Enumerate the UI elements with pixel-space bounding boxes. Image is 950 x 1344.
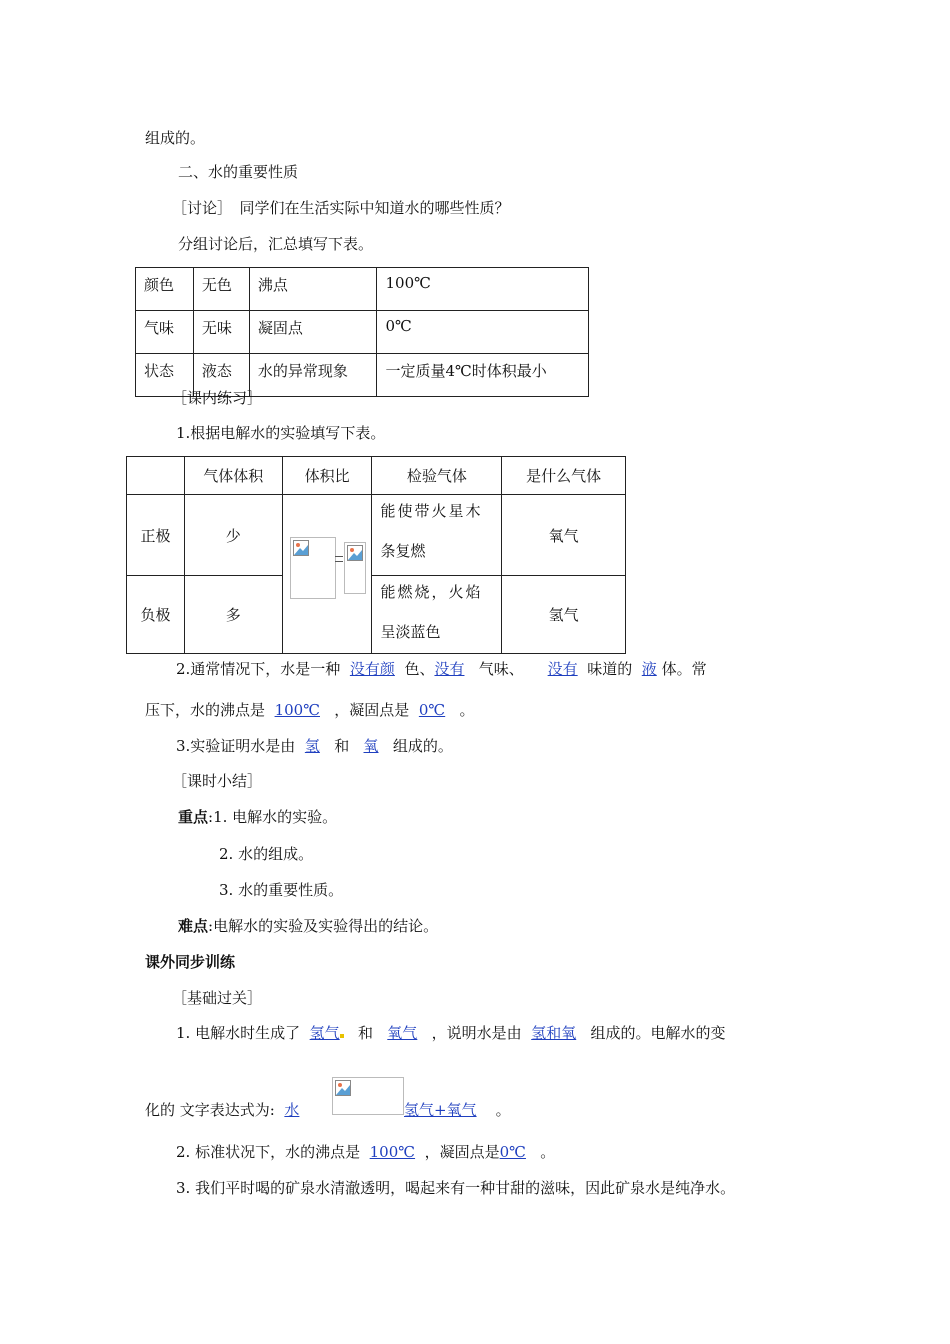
test-text-b: 条复燃 [380, 542, 426, 560]
table-header-cell [127, 457, 185, 495]
q3-text: 3.实验证明水是由 [176, 737, 296, 755]
b1-answer: 水 [284, 1101, 300, 1119]
difficulty-text: :电解水的实验及实验得出的结论。 [208, 917, 439, 935]
broken-image-icon [293, 540, 309, 556]
summary-header: ［课时小结］ [172, 772, 263, 790]
q2-text: 气味、 [478, 660, 524, 678]
table-cell: 气味 [136, 311, 194, 354]
q3-text: 组成的。 [392, 737, 453, 755]
table-cell: 无色 [193, 268, 249, 311]
table-cell: 氢气 [502, 576, 626, 654]
q2-text: 。 [459, 701, 475, 719]
q2-answer: 没有颜 [349, 660, 395, 678]
basic-question-1-line-2 [145, 1100, 299, 1120]
image-placeholder [344, 542, 366, 594]
broken-image-icon [347, 545, 363, 561]
table-header-cell: 气体体积 [184, 457, 282, 495]
table-header-cell: 是什么气体 [502, 457, 626, 495]
q3-text: 和 [334, 737, 350, 755]
question-2-line-2 [145, 700, 475, 720]
b2-text: 。 [540, 1143, 556, 1161]
table-cell: 无味 [193, 311, 249, 354]
table-cell: 一定质量4℃时体积最小 [377, 354, 589, 397]
electrolysis-table [126, 456, 626, 654]
table-cell: 颜色 [136, 268, 194, 311]
table-cell: 负极 [127, 576, 185, 654]
b1-answer: 氢气+氧气 [404, 1101, 477, 1119]
b1-answer: 氢气 [309, 1024, 340, 1042]
test-text-a: 能燃烧，火焰 [380, 583, 483, 601]
key-label: 重点 [178, 808, 209, 826]
key-point-3: 3. 水的重要性质。 [219, 881, 344, 899]
b1-text: 。 [495, 1101, 511, 1119]
q2-text: ，凝固点是 [334, 701, 410, 719]
question-2-line-1 [176, 659, 707, 679]
test-text-b: 呈淡蓝色 [380, 623, 441, 641]
key-text: :1. 电解水的实验。 [208, 808, 338, 826]
b2-answer: 100℃ [369, 1143, 416, 1161]
table-cell: 凝固点 [249, 311, 377, 354]
table-cell: 多 [184, 576, 282, 654]
b1-text: ，说明水是由 [431, 1024, 522, 1042]
practice-header: ［课内练习］ [172, 389, 263, 407]
question-1: 1.根据电解水的实验填写下表。 [176, 424, 386, 442]
b1-answer: 氢和氧 [531, 1024, 577, 1042]
test-text-a: 能使带火星木 [380, 502, 483, 520]
section-heading-properties: 二、水的重要性质 [178, 163, 299, 181]
q2-text: 体。常 [661, 660, 707, 678]
image-placeholder [290, 537, 336, 599]
instruction-line: 分组讨论后，汇总填写下表。 [178, 235, 374, 253]
table-cell: 氧气 [502, 495, 626, 576]
basic-header: ［基础过关］ [172, 989, 263, 1007]
q2-answer: 0℃ [418, 701, 446, 719]
q3-answer: 氢 [304, 737, 320, 755]
table-cell: 沸点 [249, 268, 377, 311]
b2-text: 2. 标准状况下，水的沸点是 [176, 1143, 361, 1161]
b1-answer: 氧气 [387, 1024, 418, 1042]
q3-answer: 氧 [363, 737, 379, 755]
b1-text: 化的 文字表达式为: [145, 1101, 275, 1119]
b2-answer: 0℃ [499, 1143, 526, 1161]
equals-sign [335, 556, 343, 562]
difficulty-point [178, 916, 438, 936]
basic-question-1-line-1 [176, 1023, 726, 1043]
table-cell: 液态 [193, 354, 249, 397]
image-placeholder [332, 1077, 404, 1115]
table-row [127, 495, 626, 576]
b1-text: 和 [357, 1024, 373, 1042]
broken-image-icon [335, 1080, 351, 1096]
b1-text: 1. 电解水时生成了 [176, 1024, 301, 1042]
highlight-mark [340, 1034, 344, 1038]
b1-text: 组成的。电解水的变 [590, 1024, 726, 1042]
key-point-1 [178, 807, 337, 827]
section-heading: 课外同步训练 [145, 953, 236, 971]
basic-question-1-line-2-cont [404, 1100, 511, 1120]
basic-question-3: 3. 我们平时喝的矿泉水清澈透明，喝起来有一种甘甜的滋味，因此矿泉水是纯净水。 [176, 1179, 736, 1197]
question-3 [176, 736, 453, 756]
table-header-cell: 检验气体 [372, 457, 502, 495]
q2-text: 味道的 [587, 660, 633, 678]
table-cell: 0℃ [377, 311, 589, 354]
q2-text: 2.通常情况下，水是一种 [176, 660, 341, 678]
table-cell [372, 495, 502, 576]
table-cell [372, 576, 502, 654]
text-line-1: 组成的。 [145, 129, 206, 147]
key-point-2: 2. 水的组成。 [219, 845, 314, 863]
table-cell: 正极 [127, 495, 185, 576]
q2-answer: 没有 [547, 660, 578, 678]
q2-answer: 液 [641, 660, 657, 678]
basic-question-2 [176, 1142, 555, 1162]
properties-table [135, 267, 589, 397]
table-cell: 水的异常现象 [249, 354, 377, 397]
table-cell: 少 [184, 495, 282, 576]
table-row [127, 576, 626, 654]
table-cell: 100℃ [377, 268, 589, 311]
table-header-row [127, 457, 626, 495]
difficulty-label: 难点 [178, 917, 209, 935]
q2-text: 压下，水的沸点是 [145, 701, 266, 719]
table-header-cell: 体积比 [282, 457, 372, 495]
q2-text: 色、 [404, 660, 435, 678]
table-cell: 状态 [136, 354, 194, 397]
q2-answer: 100℃ [274, 701, 320, 719]
q2-answer: 没有 [434, 660, 465, 678]
discussion-line: ［讨论］ 同学们在生活实际中知道水的哪些性质？ [172, 199, 510, 217]
table-row [136, 311, 589, 354]
table-row [136, 268, 589, 311]
b2-text: ，凝固点是 [424, 1143, 500, 1161]
